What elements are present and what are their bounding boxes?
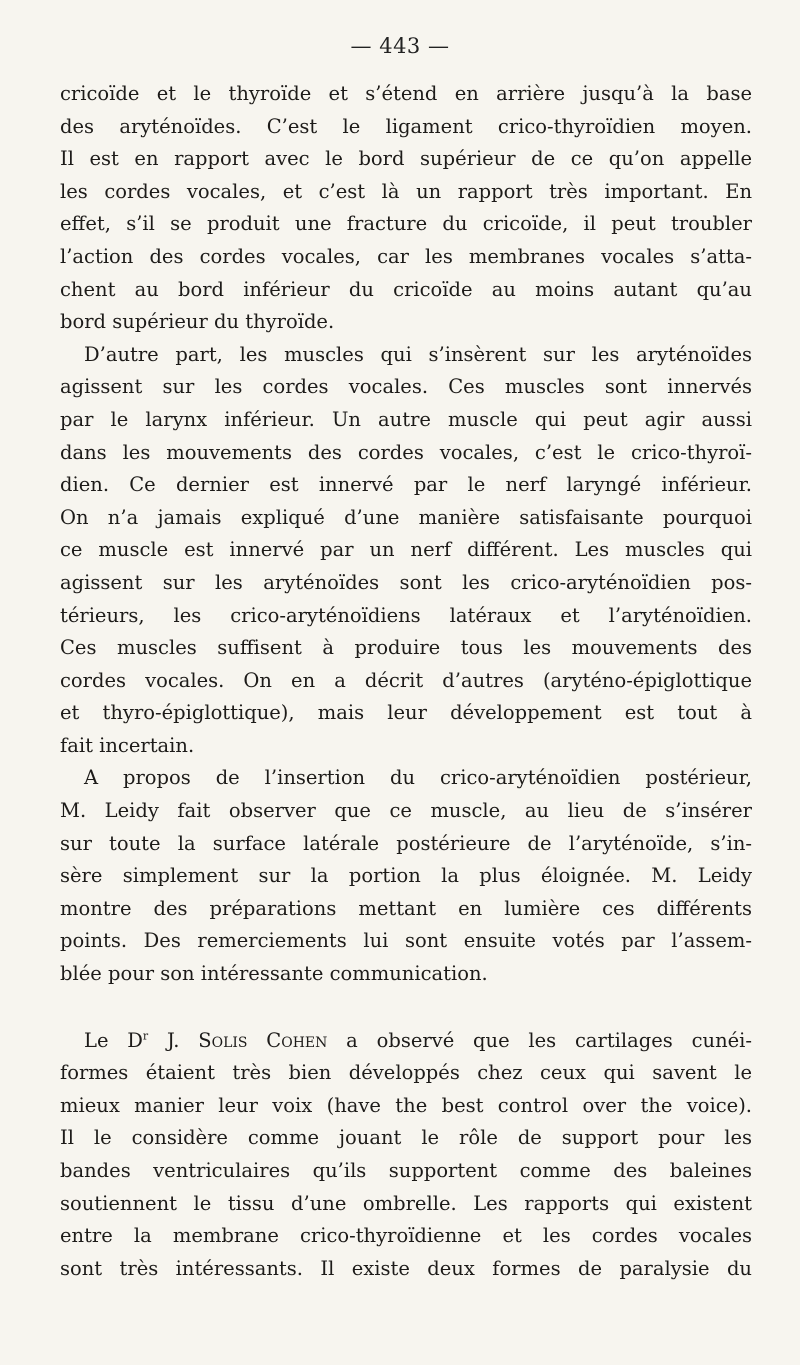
text-line: ce muscle est innervé par un nerf différent. Les muscles qui [60,538,752,562]
text-line: M. Leidy fait observer que ce muscle, au lieu de s’insérer [60,799,752,823]
text-line: Il le considère comme jouant le rôle de support pour les [60,1126,752,1150]
body-text [60,78,752,1285]
text-line: soutiennent le tissu d’une ombrelle. Les rapports qui existent [60,1191,752,1215]
paragraph-4 [60,1025,752,1286]
cohen-prefix: Le D [84,1028,143,1052]
paragraph-3 [60,762,752,990]
text-line: On n’a jamais expliqué d’une manière satisfaisante pourquoi [60,505,752,529]
doctor-title-superscript: r [142,1029,149,1043]
text-line: l’action des cordes vocales, car les membranes vocales s’atta- [60,244,752,268]
text-line: sère simplement sur la portion la plus éloignée. M. Leidy [60,864,752,888]
paragraph-2 [60,339,752,763]
text-line: bandes ventriculaires qu’ils supportent comme des baleines [60,1159,752,1182]
text-line: blée pour son intéressante communication. [60,962,488,986]
text-line: Il est en rapport avec le bord supérieur de ce qu’on appelle [60,147,752,171]
text-line: points. Des remerciements lui sont ensuite votés par l’assem- [60,929,752,953]
text-line-opening [60,1025,752,1058]
text-line: A propos de l’insertion du crico-aryténoïdien postérieur, [84,766,752,790]
text-line: dans les mouvements des cordes vocales, c’est le crico-thyroï- [60,440,752,464]
text-line: effet, s’il se produit une fracture du cricoïde, il peut troubler [60,212,752,236]
text-line: formes étaient très bien développés chez ceux qui savent le [60,1061,752,1085]
text-line: montre des préparations mettant en lumière ces différents [60,896,752,920]
text-line: sont très intéressants. Il existe deux formes de paralysie du [60,1256,752,1280]
text-line: D’autre part, les muscles qui s’insèrent sur les aryténoïdes [84,342,752,366]
text-line: dien. Ce dernier est innervé par le nerf laryngé inférieur. [60,473,752,497]
text-line: térieurs, les crico-aryténoïdiens latéraux et l’aryténoïdien. [60,603,752,627]
text-line: cordes vocales. On en a décrit d’autres (aryténo-épiglottique [60,668,752,692]
text-line: agissent sur les cordes vocales. Ces muscles sont innervés [60,375,752,399]
text-line: entre la membrane crico-thyroïdienne et les cordes vocales [60,1224,752,1248]
text-line: par le larynx inférieur. Un autre muscle qui peut agir aussi [60,407,752,431]
cohen-initial: J. [148,1028,199,1052]
text-line: mieux manier leur voix (have the best control over the voice). [60,1093,752,1117]
cohen-rest: a observé que les cartilages cunéi- [327,1028,752,1052]
text-line: chent au bord inférieur du cricoïde au moins autant qu’au [60,277,752,301]
text-line: fait incertain. [60,733,195,757]
paragraph-spacer [60,991,752,1025]
text-line: les cordes vocales, et c’est là un rapport très important. En [60,179,752,203]
text-line: des aryténoïdes. C’est le ligament crico-thyroïdien moyen. [60,114,752,138]
text-line: bord supérieur du thyroïde. [60,310,335,334]
page-number: — 443 — [350,34,450,58]
text-line: sur toute la surface latérale postérieure de l’aryténoïde, s’in- [60,831,752,855]
text-line: cricoïde et le thyroïde et s’étend en arrière jusqu’à la base [60,82,752,105]
text-line: Ces muscles suffisent à produire tous les mouvements des [60,636,752,660]
text-line: et thyro-épiglottique), mais leur développement est tout à [60,701,752,725]
text-line: agissent sur les aryténoïdes sont les crico-aryténoïdien pos- [60,570,752,594]
author-name: Solis Cohen [198,1028,328,1052]
paragraph-1 [60,78,752,339]
